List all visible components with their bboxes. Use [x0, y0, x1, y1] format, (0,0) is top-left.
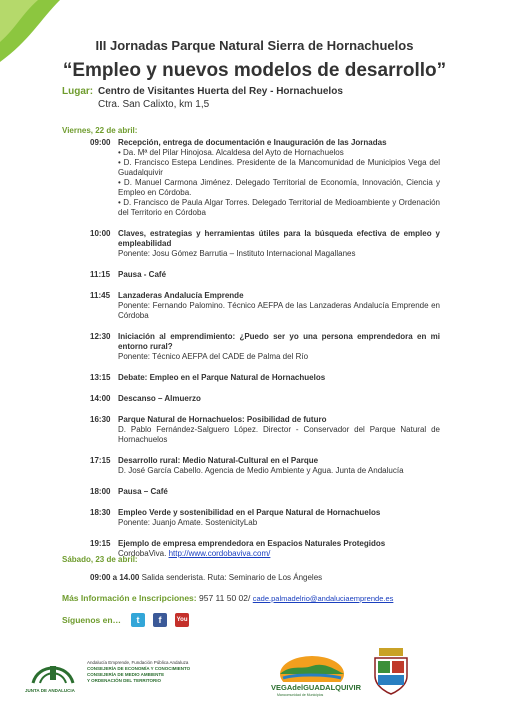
entry-title: Recepción, entrega de documentación e Inauguración de las Jornadas — [118, 138, 387, 147]
junta-andalucia-logo — [28, 658, 78, 688]
excursion-line — [90, 573, 322, 582]
entry-time: 10:00 — [90, 229, 111, 238]
entry-time: 11:45 — [90, 291, 111, 300]
agenda-entry — [90, 394, 440, 404]
excursion-time: 09:00 a 14.00 — [90, 573, 140, 582]
location-address: Ctra. San Calixto, km 1,5 — [98, 99, 210, 110]
entry-time: 11:15 — [90, 270, 111, 279]
entry-detail: Ponente: Josu Gómez Barrutia – Instituto Internacional Magallanes — [118, 249, 356, 258]
agenda-entry — [90, 229, 440, 259]
junta-label: JUNTA DE ANDALUCIA — [25, 688, 75, 693]
entry-time: 12:30 — [90, 332, 111, 341]
agenda-entry — [90, 508, 440, 528]
footer-line: CONSEJERÍA DE MEDIO AMBIENTE — [87, 672, 165, 677]
entry-title: Iniciación al emprendimiento: ¿Puedo ser yo una persona emprendedora en mi entorno rural? — [118, 332, 440, 351]
entry-detail: CordobaViva. — [118, 549, 167, 558]
contact-phone: 957 11 50 02/ — [199, 593, 251, 603]
location-block — [62, 85, 343, 111]
entry-title: Lanzaderas Andalucía Emprende — [118, 291, 244, 300]
agenda-entry — [90, 291, 440, 321]
footer-line: Y ORDENACIÓN DEL TERRITORIO — [87, 678, 162, 683]
day1-heading: Viernes, 22 de abril: — [62, 126, 138, 135]
event-subtitle: “Empleo y nuevos modelos de desarrollo” — [62, 60, 447, 81]
social-label: Síguenos en… — [62, 615, 122, 625]
footer-logos — [0, 640, 509, 720]
contact-label: Más Información e Inscripciones: — [62, 593, 197, 603]
agenda-entry — [90, 373, 440, 383]
entry-time: 13:15 — [90, 373, 111, 382]
entry-title: Debate: Empleo en el Parque Natural de Hornachuelos — [118, 373, 326, 382]
event-title: III Jornadas Parque Natural Sierra de Hornachuelos — [95, 38, 414, 53]
entry-detail: Ponente: Juanjo Amate. SostenicityLab — [118, 518, 258, 527]
vega-name: VEGAdelGUADALQUIVIR — [271, 683, 362, 692]
footer-line: Andalucía Emprende, Fundación Pública Andaluza — [87, 660, 189, 665]
entry-bullet: • D. Manuel Carmona Jiménez. Delegado Territorial de Economía, Innovación, Ciencia y Empleo en Córdoba. — [118, 178, 440, 197]
entry-bullet: • D. Francisco Estepa Lendines. Presidente de la Mancomunidad de Municipios Vega del Guadalquivir — [118, 158, 440, 177]
agenda-entry — [90, 456, 440, 476]
contact-email-link[interactable]: cade.palmadelrio@andaluciaemprende.es — [252, 594, 394, 603]
entry-detail: D. Pablo Fernández-Salguero López. Director - Conservador del Parque Natural de Hornachuelos — [118, 425, 440, 444]
footer-line: CONSEJERÍA DE ECONOMÍA Y CONOCIMIENTO — [87, 666, 191, 671]
day2-heading: Sábado, 23 de abril: — [62, 555, 138, 564]
agenda-entry — [90, 539, 440, 559]
entry-title: Pausa – Café — [118, 487, 168, 496]
entry-bullet: • Da. Mª del Pilar Hinojosa. Alcaldesa del Ayto de Hornachuelos — [118, 148, 344, 157]
entry-time: 16:30 — [90, 415, 111, 424]
entry-time: 18:00 — [90, 487, 111, 496]
cordobaviva-link[interactable]: http://www.cordobaviva.com/ — [168, 549, 271, 558]
location-place: Centro de Visitantes Huerta del Rey - Hornachuelos — [98, 86, 343, 97]
vega-guadalquivir-logo — [271, 652, 353, 682]
entry-title: Desarrollo rural: Medio Natural-Cultural en el Parque — [118, 456, 319, 465]
entry-title: Parque Natural de Hornachuelos: Posibilidad de futuro — [118, 415, 327, 424]
entry-time: 14:00 — [90, 394, 111, 403]
entry-time: 18:30 — [90, 508, 111, 517]
facebook-icon[interactable]: f — [153, 613, 167, 627]
entry-detail: D. José García Cabello. Agencia de Medio Ambiente y Agua. Junta de Andalucía — [118, 466, 404, 475]
youtube-icon[interactable]: You — [175, 613, 189, 627]
entry-detail: Ponente: Fernando Palomino. Técnico AEFPA de las Lanzaderas Andalucía Emprende en Córdoba — [118, 301, 440, 320]
contact-info — [62, 593, 393, 603]
agenda-entry — [90, 138, 440, 218]
entry-title: Ejemplo de empresa emprendedora en Espacios Naturales Protegidos — [118, 539, 386, 548]
agenda-entry — [90, 332, 440, 362]
entry-time: 17:15 — [90, 456, 111, 465]
agenda-list — [90, 138, 440, 570]
entry-bullet: • D. Francisco de Paula Algar Torres. Delegado Territorial de Medioambiente y Ordenación del Territorio en Córdoba — [118, 198, 440, 217]
twitter-icon[interactable]: t — [131, 613, 145, 627]
social-bar — [62, 613, 197, 627]
entry-time: 19:15 — [90, 539, 111, 548]
vega-subtitle: Mancomunidad de Municipios — [277, 693, 324, 697]
excursion-text: Salida senderista. Ruta: Seminario de Los Ángeles — [141, 573, 323, 582]
entry-detail-line — [118, 549, 440, 559]
consejeria-lines — [87, 660, 190, 684]
entry-time: 09:00 — [90, 138, 111, 147]
agenda-entry — [90, 415, 440, 445]
entry-title: Empleo Verde y sostenibilidad en el Parque Natural de Hornachuelos — [118, 508, 381, 517]
entry-title: Descanso – Almuerzo — [118, 394, 201, 403]
entry-title: Pausa - Café — [118, 270, 167, 279]
entry-detail: Ponente: Técnico AEFPA del CADE de Palma del Río — [118, 352, 309, 361]
location-label: Lugar: — [62, 86, 94, 97]
entry-title: Claves, estrategias y herramientas útiles para la búsqueda efectiva de empleo y empleabilidad — [118, 229, 440, 248]
agenda-entry — [90, 270, 440, 280]
agenda-entry — [90, 487, 440, 497]
hornachuelos-crest-icon — [369, 646, 413, 696]
